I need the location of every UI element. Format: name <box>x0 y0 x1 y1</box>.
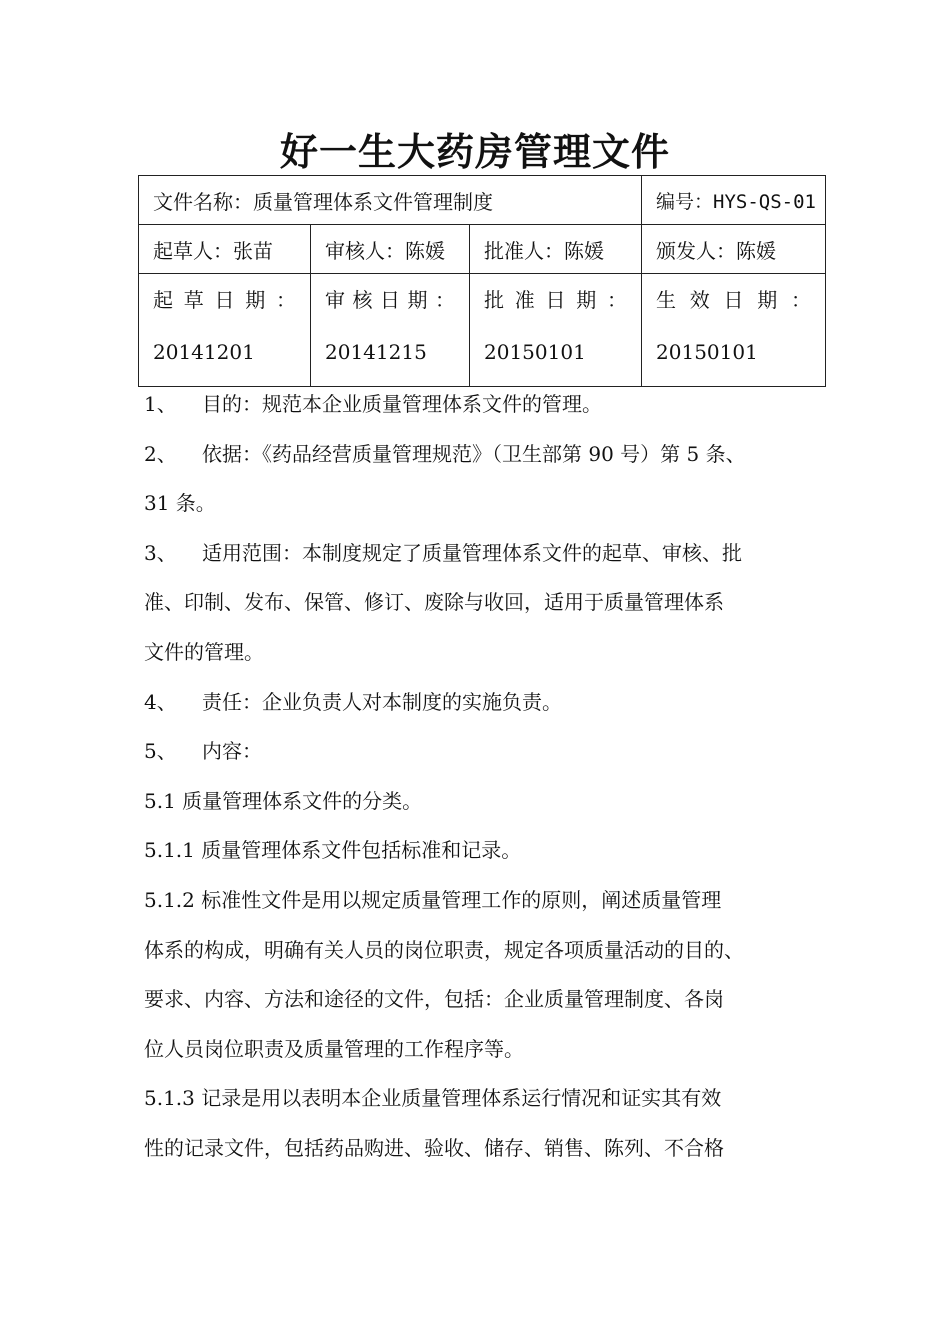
document-info-table <box>138 175 826 387</box>
section-scope: 3、 适用范围：本制度规定了质量管理体系文件的起草、审核、批 <box>144 540 742 565</box>
drafter-cell: 起草人：张苗 <box>139 225 311 274</box>
approver-cell: 批准人：陈媛 <box>470 225 642 274</box>
draft-date-value: 20141201 <box>153 340 255 364</box>
subsection-5-1-2-cont: 位人员岗位职责及质量管理的工作程序等。 <box>144 1036 524 1061</box>
section-scope-cont2: 文件的管理。 <box>144 639 264 664</box>
subsection-5-1-3: 5.1.3 记录是用以表明本企业质量管理体系运行情况和证实其有效 <box>144 1086 722 1111</box>
review-date-value: 20141215 <box>325 340 427 364</box>
reviewer-cell: 审核人：陈媛 <box>311 225 470 274</box>
file-code-cell: 编号：HYS-QS-01 <box>642 176 826 225</box>
approve-date-value: 20150101 <box>484 340 586 364</box>
effective-date-label: 生 效 日 期 ： <box>656 288 812 312</box>
section-purpose: 1、 目的：规范本企业质量管理体系文件的管理。 <box>144 392 602 416</box>
draft-date-label: 起 草 日 期 ： <box>153 288 296 312</box>
effective-date-cell <box>642 274 826 387</box>
subsection-5-1-3-cont: 性的记录文件，包括药品购进、验收、储存、销售、陈列、不合格 <box>144 1135 724 1160</box>
subsection-5-1: 5.1 质量管理体系文件的分类。 <box>144 788 423 813</box>
review-date-cell <box>311 274 470 387</box>
file-name-cell: 文件名称：质量管理体系文件管理制度 <box>139 176 642 225</box>
issuer-cell: 颁发人：陈媛 <box>642 225 826 274</box>
section-basis-cont: 31 条。 <box>144 491 216 516</box>
page-title: 好一生大药房管理文件 <box>279 129 670 174</box>
subsection-5-1-2: 5.1.2 标准性文件是用以规定质量管理工作的原则，阐述质量管理 <box>144 887 722 912</box>
subsection-5-1-2-cont: 要求、内容、方法和途径的文件，包括：企业质量管理制度、各岗 <box>144 987 724 1012</box>
section-content: 5、 内容： <box>144 739 262 764</box>
effective-date-value: 20150101 <box>656 340 758 364</box>
section-scope-cont: 准、印制、发布、保管、修订、废除与收回，适用于质量管理体系 <box>144 590 724 615</box>
section-responsibility: 4、 责任：企业负责人对本制度的实施负责。 <box>144 689 562 714</box>
draft-date-cell <box>139 274 311 387</box>
approve-date-label: 批 准 日 期 ： <box>484 288 627 312</box>
subsection-5-1-1: 5.1.1 质量管理体系文件包括标准和记录。 <box>144 838 522 863</box>
review-date-label: 审 核 日 期 ： <box>325 288 455 312</box>
document-body <box>144 380 834 1174</box>
approve-date-cell <box>470 274 642 387</box>
section-basis: 2、 依据：《药品经营质量管理规范》（卫生部第 90 号）第 5 条、 <box>144 441 746 466</box>
subsection-5-1-2-cont: 体系的构成，明确有关人员的岗位职责，规定各项质量活动的目的、 <box>144 937 744 962</box>
